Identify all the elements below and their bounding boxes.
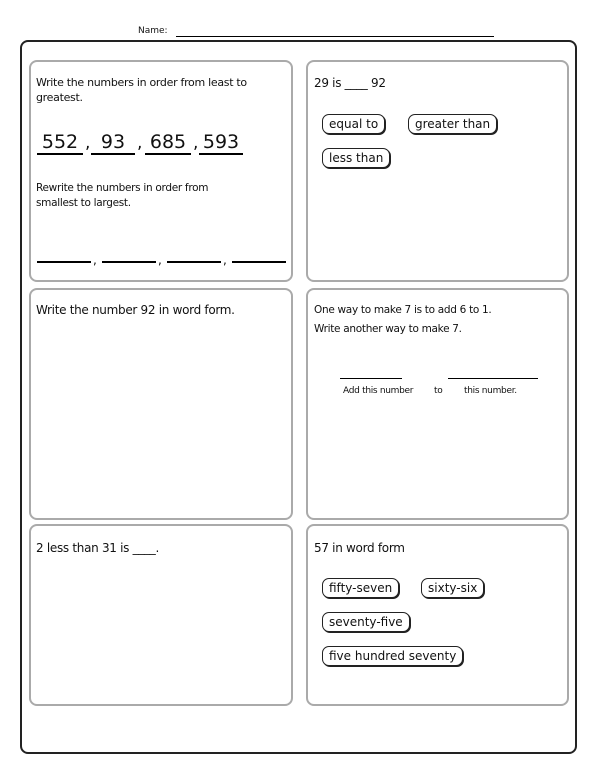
comma: ,: [93, 253, 97, 267]
option-fifty-seven[interactable]: fifty-seven: [322, 578, 399, 598]
compare-prompt: 29 is ____ 92: [314, 76, 386, 90]
less-than-prompt: 2 less than 31 is ____.: [36, 541, 159, 555]
comma: ,: [193, 133, 199, 153]
label-to: to: [434, 386, 443, 396]
answer-line-this[interactable]: [448, 378, 538, 379]
option-five-hundred-seventy[interactable]: five hundred seventy: [322, 646, 463, 666]
rewrite-instruction: Rewrite the numbers in order from smallest to largest.: [36, 182, 209, 209]
answer-blank[interactable]: [102, 261, 156, 263]
comma: ,: [158, 253, 162, 267]
label-this-number: this number.: [464, 386, 517, 396]
name-label: Name:: [138, 26, 168, 36]
answer-line-add[interactable]: [340, 378, 402, 379]
question-card-make-seven: [306, 288, 569, 520]
number-93: 93: [91, 131, 135, 155]
comma: ,: [85, 133, 91, 153]
option-greater-than[interactable]: greater than: [408, 114, 497, 134]
option-sixty-six[interactable]: sixty-six: [421, 578, 484, 598]
answer-blank[interactable]: [167, 261, 221, 263]
comma: ,: [223, 253, 227, 267]
question-card-compare: [306, 60, 569, 282]
ordering-instruction: Write the numbers in order from least to greatest.: [36, 76, 247, 104]
number-552: 552: [37, 131, 83, 155]
option-less-than[interactable]: less than: [322, 148, 390, 168]
make-seven-line1: One way to make 7 is to add 6 to 1.: [314, 304, 492, 316]
label-add-this-number: Add this number: [343, 386, 414, 396]
question-card-less-than: [29, 524, 293, 706]
comma: ,: [137, 133, 143, 153]
question-card-57-word-form: [306, 524, 569, 706]
option-equal-to[interactable]: equal to: [322, 114, 385, 134]
answer-blank[interactable]: [37, 261, 91, 263]
number-593: 593: [199, 131, 243, 155]
option-seventy-five[interactable]: seventy-five: [322, 612, 410, 632]
name-line[interactable]: [176, 36, 494, 37]
question-card-ordering: [29, 60, 293, 282]
question-card-word-form: [29, 288, 293, 520]
word-form-57-prompt: 57 in word form: [314, 541, 405, 555]
number-685: 685: [145, 131, 191, 155]
answer-blank[interactable]: [232, 261, 286, 263]
make-seven-line2: Write another way to make 7.: [314, 323, 462, 335]
word-form-prompt: Write the number 92 in word form.: [36, 303, 235, 317]
